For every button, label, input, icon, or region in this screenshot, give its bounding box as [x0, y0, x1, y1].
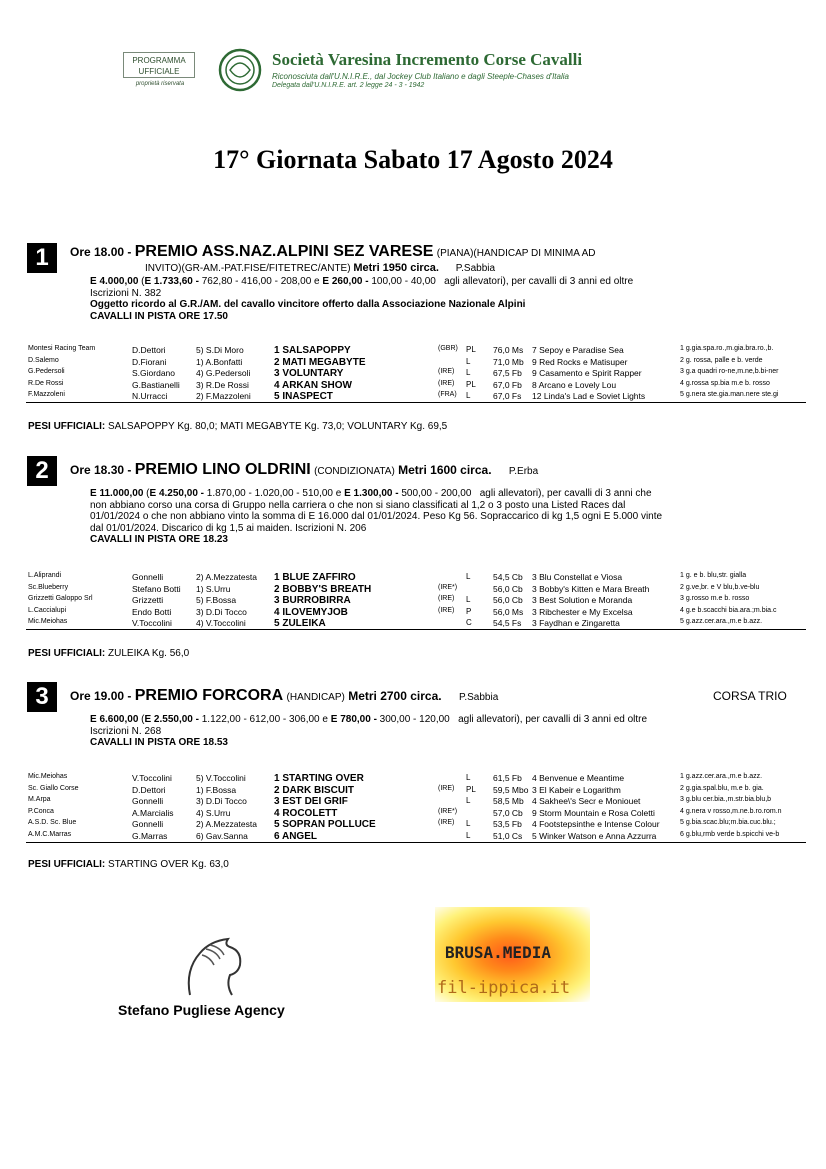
divider: [26, 629, 806, 630]
detail-line: Oggetto ricordo al G.R./AM. del cavallo vincitore offerto dalla Associazione Nazionale Alpini: [90, 299, 526, 310]
agency-name: Stefano Pugliese Agency: [118, 1002, 285, 1018]
race-time: Ore 19.00 -: [70, 689, 132, 703]
race-details: [90, 276, 633, 322]
detail-line: dal 01/01/2024. Discarico di kg 1,5 ai maiden. Iscrizioni N. 206: [90, 522, 367, 534]
entry-trainer: D.Dettori: [132, 345, 166, 355]
table-row: [28, 607, 808, 618]
detail-line: Iscrizioni N. 268: [90, 725, 162, 737]
race-conditions-cont: INVITO)(GR-AM.-PAT.FISE/FITETREC/ANTE): [145, 263, 351, 274]
entry-parents: 3 El Kabeir e Logarithm: [532, 784, 621, 795]
race-time: Ore 18.00 -: [70, 245, 132, 259]
entry-category: L: [466, 796, 471, 805]
race-number: 2: [27, 456, 57, 486]
entry-owner: Mic.Meiohas: [28, 773, 68, 780]
table-row: [28, 785, 808, 796]
divider: [26, 842, 806, 843]
race-details: [90, 488, 662, 546]
entry-trainer: G.Marras: [132, 830, 168, 841]
entry-owner: G.Pedersoli: [28, 368, 65, 375]
entry-category: L: [466, 773, 471, 782]
brusa-media-text: BRUSA.MEDIA: [445, 943, 551, 962]
entry-origin: (FRA): [438, 391, 457, 398]
entry-parents: 9 Red Rocks e Matisuper: [532, 356, 628, 367]
entry-horse: 2 BOBBY'S BREATH: [274, 583, 372, 595]
official-weights-label: PESI UFFICIALI:: [28, 648, 106, 659]
entry-owner: F.Mazzoleni: [28, 391, 65, 398]
entry-origin: (IRE*): [438, 807, 458, 815]
race-judge: P.Erba: [508, 466, 539, 477]
entry-owner: L.Aliprandi: [28, 572, 62, 579]
entry-horse: 1 BLUE ZAFFIRO: [274, 572, 356, 583]
official-label: UFFICIALE: [138, 67, 180, 76]
entry-trainer: Gonnelli: [132, 572, 164, 582]
trio-label: CORSA TRIO: [713, 689, 787, 703]
entry-weight: 67,0 Fb: [493, 379, 522, 390]
entry-parents: 5 Winker Watson e Anna Azzurra: [532, 830, 657, 841]
entry-colors: 2 g.ve,br. e V blu,b.ve-blu: [680, 583, 760, 591]
entry-parents: 12 Linda's Lad e Soviet Lights: [532, 391, 646, 401]
entry-owner: A.S.D. Sc. Blue: [28, 819, 77, 826]
detail-line: CAVALLI IN PISTA ORE 18.23: [90, 534, 228, 545]
entry-owner: M.Arpa: [28, 796, 51, 803]
entry-origin: (IRE): [438, 595, 455, 602]
race-header: [70, 461, 538, 479]
entry-owner: Sc.Blueberry: [28, 583, 69, 591]
entry-origin: (IRE): [438, 606, 455, 614]
entry-horse: 4 ILOVEMYJOB: [274, 606, 348, 618]
entry-horse: 4 ARKAN SHOW: [274, 379, 352, 391]
program-official-box: [123, 52, 195, 78]
official-weights-value: STARTING OVER Kg. 63,0: [108, 859, 229, 870]
entry-jockey: 2) A.Mezzatesta: [196, 572, 257, 582]
entry-parents: 4 Sakhee\'s Secr e Moniouet: [532, 796, 641, 806]
entries-table: [28, 572, 808, 632]
entry-category: L: [466, 830, 471, 840]
race-conditions: (CONDIZIONATA): [314, 466, 395, 477]
entry-colors: 2 g. rossa, palle e b. verde: [680, 356, 763, 364]
entries-table: [28, 345, 808, 405]
race-header: [70, 243, 596, 261]
entry-trainer: Stefano Botti: [132, 583, 181, 594]
entry-weight: 56,0 Ms: [493, 606, 524, 617]
entry-jockey: 4) S.Urru: [196, 807, 231, 818]
entry-jockey: 3) R.De Rossi: [196, 379, 249, 390]
entry-category: L: [466, 368, 471, 377]
entry-weight: 57,0 Cb: [493, 807, 523, 818]
detail-line: CAVALLI IN PISTA ORE 17.50: [90, 310, 228, 322]
entry-category: PL: [466, 784, 476, 794]
table-row: [28, 391, 808, 402]
race-number: 3: [27, 682, 57, 712]
entry-weight: 61,5 Fb: [493, 773, 522, 783]
race-header: [70, 687, 498, 705]
entry-jockey: 3) D.Di Tocco: [196, 606, 247, 617]
table-row: [28, 819, 808, 830]
entry-colors: 3 g.a quadri ro-ne,m.ne,b.bi-ner: [680, 368, 779, 375]
entry-jockey: 1) A.Bonfatti: [196, 356, 243, 367]
detail-line: E 4.000,00 (E 1.733,60 - 762,80 - 416,00 - 208,00 e E 260,00 - 100,00 - 40,00 agli allevatori), per cavalli di 3 anni ed oltre: [90, 276, 634, 287]
entry-weight: 67,5 Fb: [493, 368, 522, 378]
entry-category: L: [466, 356, 471, 366]
entry-origin: (IRE): [438, 379, 455, 387]
table-row: [28, 796, 808, 807]
detail-line: E 11.000,00 (E 4.250,00 - 1.870,00 - 1.020,00 - 510,00 e E 1.300,00 - 500,00 - 200,00 agli allevatori), per cavalli di 3 anni che: [90, 488, 652, 499]
race-distance: Metri 2700 circa.: [348, 689, 442, 703]
entry-parents: 9 Storm Mountain e Rosa Coletti: [532, 807, 655, 818]
table-row: [28, 773, 808, 784]
entry-jockey: 5) F.Bossa: [196, 595, 237, 605]
race-conditions: (HANDICAP): [286, 692, 345, 703]
society-delegation: Delegata dall'U.N.I.R.E. art. 2 legge 24 - 3 - 1942: [272, 82, 425, 89]
table-row: [28, 618, 808, 629]
entry-horse: 5 INASPECT: [274, 391, 333, 402]
detail-line: E 6.600,00 (E 2.550,00 - 1.122,00 - 612,00 - 306,00 e E 780,00 - 300,00 - 120,00 agli allevatori), per cavalli di 3 anni ed oltre: [90, 714, 648, 725]
entry-trainer: Grizzetti: [132, 595, 164, 605]
table-row: [28, 357, 808, 368]
entry-jockey: 4) V.Toccolini: [196, 618, 246, 628]
entry-trainer: Gonnelli: [132, 796, 164, 806]
entry-trainer: Gonnelli: [132, 819, 164, 829]
reserved-label: proprietà riservata: [135, 81, 185, 87]
official-weights: [28, 648, 189, 659]
entry-colors: 6 g.blu,rmb verde b.spicchi ve-b: [680, 830, 780, 838]
entry-category: C: [466, 618, 472, 627]
entry-origin: (IRE): [438, 819, 455, 826]
entry-owner: Montesi Racing Team: [28, 345, 96, 352]
entry-owner: L.Caccialupi: [28, 606, 67, 614]
entry-weight: 76,0 Ms: [493, 345, 524, 355]
entry-weight: 54,5 Fs: [493, 618, 522, 628]
horse-head-icon: [180, 935, 250, 1000]
society-subtitle: Riconosciuta dall'U.N.I.R.E., dal Jockey Club Italiano e dagli Steeple-Chases d'Italia: [272, 72, 569, 81]
race-judge: P.Sabbia: [455, 263, 496, 274]
entry-horse: 5 SOPRAN POLLUCE: [274, 819, 376, 830]
entry-origin: (IRE): [438, 368, 455, 375]
entry-owner: R.De Rossi: [28, 379, 64, 387]
race-distance: Metri 1600 circa.: [398, 463, 492, 477]
entry-horse: 2 MATI MEGABYTE: [274, 356, 366, 368]
official-weights-label: PESI UFFICIALI:: [28, 421, 106, 432]
entry-parents: 3 Ribchester e My Excelsa: [532, 606, 633, 617]
table-row: [28, 584, 808, 595]
table-row: [28, 380, 808, 391]
official-weights: [28, 859, 229, 870]
race-judge: P.Sabbia: [458, 692, 499, 703]
detail-line: Iscrizioni N. 382: [90, 287, 162, 299]
entry-weight: 53,5 Fb: [493, 819, 522, 829]
entry-weight: 58,5 Mb: [493, 796, 524, 806]
entry-trainer: A.Marcialis: [132, 807, 174, 818]
table-row: [28, 345, 808, 356]
entry-trainer: V.Toccolini: [132, 618, 172, 628]
entry-weight: 56,0 Cb: [493, 583, 523, 594]
entry-colors: 3 g.rosso m.e b. rosso: [680, 595, 750, 602]
official-weights-value: ZULEIKA Kg. 56,0: [108, 648, 190, 659]
entry-colors: 5 g.azz.cer.ara.,m.e b.azz.: [680, 618, 763, 625]
entry-category: L: [466, 391, 471, 400]
entry-parents: 3 Best Solution e Moranda: [532, 595, 633, 605]
table-row: [28, 368, 808, 379]
entry-horse: 4 ROCOLETT: [274, 807, 338, 819]
entry-weight: 56,0 Cb: [493, 595, 523, 605]
entry-trainer: D.Dettori: [132, 784, 166, 795]
society-logo-icon: [218, 48, 262, 92]
entry-colors: 1 g.azz.cer.ara.,m.e b.azz.: [680, 773, 763, 780]
entry-trainer: Endo Botti: [132, 606, 172, 617]
entry-owner: Sc. Giallo Corse: [28, 784, 79, 792]
entry-parents: 3 Bobby's Kitten e Mara Breath: [532, 583, 650, 594]
entry-parents: 4 Footstepsinthe e Intense Colour: [532, 819, 660, 829]
entry-parents: 8 Arcano e Lovely Lou: [532, 379, 617, 390]
race-details: [90, 714, 647, 749]
entry-parents: 7 Sepoy e Paradise Sea: [532, 345, 624, 355]
entry-jockey: 3) D.Di Tocco: [196, 796, 247, 806]
race-conditions: (PIANA)(HANDICAP DI MINIMA AD: [436, 248, 596, 259]
entry-weight: 71,0 Mb: [493, 356, 524, 367]
entry-colors: 3 g.blu cer.bia.,m.str.bia.blu,b: [680, 796, 772, 803]
entry-parents: 9 Casamento e Spirit Rapper: [532, 368, 642, 378]
entry-owner: P.Conca: [28, 807, 54, 815]
entry-jockey: 1) S.Urru: [196, 583, 231, 594]
entry-owner: A.M.C.Marras: [28, 830, 72, 838]
divider: [26, 402, 806, 403]
entry-trainer: V.Toccolini: [132, 773, 172, 783]
race-name: PREMIO ASS.NAZ.ALPINI SEZ VARESE: [134, 243, 434, 260]
entry-category: L: [466, 819, 471, 828]
entry-colors: 4 g.rossa sp.bia m.e b. rosso: [680, 379, 770, 387]
entry-weight: 67,0 Fs: [493, 391, 522, 401]
entry-jockey: 2) F.Mazzoleni: [196, 391, 251, 401]
entry-horse: 3 EST DEI GRIF: [274, 796, 348, 807]
race-name: PREMIO FORCORA: [134, 687, 284, 704]
entry-jockey: 4) G.Pedersoli: [196, 368, 251, 378]
entry-colors: 5 g.bia.scac.blu;m.bia.cuc.blu.;: [680, 819, 776, 826]
detail-line: non abbiano corso una corsa di Gruppo nella carriera o che non si siano classificati al 1,2 o 3 posto una Listed Races dal: [90, 499, 626, 511]
entry-parents: 3 Blu Constellat e Viosa: [532, 572, 623, 582]
table-row: [28, 595, 808, 606]
entry-horse: 2 DARK BISCUIT: [274, 784, 355, 796]
race-name: PREMIO LINO OLDRINI: [134, 461, 311, 478]
entry-origin: (GBR): [438, 345, 458, 352]
entry-horse: 1 STARTING OVER: [274, 773, 364, 784]
page-title: 17° Giornata Sabato 17 Agosto 2024: [213, 145, 613, 174]
entry-trainer: S.Giordano: [132, 368, 175, 378]
entry-colors: 1 g.gia.spa.ro.,m.gia.bra.ro.,b.: [680, 345, 774, 352]
official-weights-label: PESI UFFICIALI:: [28, 859, 106, 870]
entry-horse: 3 BURROBIRRA: [274, 595, 351, 606]
entry-colors: 4 g.e b.scacchi bia.ara.;m.bia.c: [680, 606, 777, 614]
entry-colors: 2 g.gia.spal.blu, m.e b. gia.: [680, 784, 764, 792]
entry-category: L: [466, 572, 471, 581]
entry-horse: 3 VOLUNTARY: [274, 368, 344, 379]
entry-category: P: [466, 606, 472, 616]
entry-weight: 51,0 Cs: [493, 830, 523, 841]
entry-parents: 4 Benvenue e Meantime: [532, 773, 625, 783]
race-header-cont: [145, 262, 495, 274]
entry-trainer: D.Fiorani: [132, 356, 167, 367]
entry-origin: (IRE*): [438, 583, 458, 591]
table-row: [28, 572, 808, 583]
entry-origin: (IRE): [438, 784, 455, 792]
detail-line: CAVALLI IN PISTA ORE 18.53: [90, 737, 228, 748]
entry-horse: 5 ZULEIKA: [274, 618, 326, 629]
entry-colors: 5 g.nera ste.gia.man.nere ste.gi: [680, 391, 779, 398]
entry-category: PL: [466, 345, 476, 354]
entry-owner: Mic.Meiohas: [28, 618, 68, 625]
entry-colors: 4 g.nera v rosso,m.ne.b.ro.rom.n: [680, 807, 782, 815]
entry-horse: 6 ANGEL: [274, 830, 317, 842]
entry-weight: 54,5 Cb: [493, 572, 523, 582]
race-number: 1: [27, 243, 57, 273]
entry-parents: 3 Faydhan e Zingaretta: [532, 618, 620, 628]
program-label: PROGRAMMA: [132, 56, 186, 65]
official-weights-value: SALSAPOPPY Kg. 80,0; MATI MEGABYTE Kg. 73,0; VOLUNTARY Kg. 69,5: [108, 421, 448, 432]
entry-trainer: N.Urracci: [132, 391, 168, 401]
entry-colors: 1 g. e b. blu,str. gialla: [680, 572, 747, 579]
entry-jockey: 2) A.Mezzatesta: [196, 819, 257, 829]
detail-line: 01/01/2024 o che non abbiano vinto la somma di E 16.000 dal 01/01/2024. Peso Kg 56. Sopraccarico di kg 1,5 ogni E 5.000 vinte: [90, 511, 663, 522]
official-weights: [28, 421, 447, 432]
entry-jockey: 5) S.Di Moro: [196, 345, 244, 355]
race-time: Ore 18.30 -: [70, 463, 132, 477]
entry-jockey: 5) V.Toccolini: [196, 773, 246, 783]
entry-jockey: 1) F.Bossa: [196, 784, 237, 795]
society-title: Società Varesina Incremento Corse Cavalli: [272, 50, 583, 69]
race-distance: Metri 1950 circa.: [353, 262, 439, 274]
entry-category: L: [466, 595, 471, 604]
entry-jockey: 6) Gav.Sanna: [196, 830, 248, 841]
entry-trainer: G.Bastianelli: [132, 379, 180, 390]
entries-table: [28, 773, 808, 843]
entry-owner: D.Salemo: [28, 356, 59, 364]
filippica-text: fil-ippica.it: [437, 978, 571, 998]
table-row: [28, 831, 808, 842]
entry-owner: Grizzetti Galoppo Srl: [28, 595, 93, 602]
entry-weight: 59,5 Mbo: [493, 784, 529, 795]
table-row: [28, 808, 808, 819]
entry-horse: 1 SALSAPOPPY: [274, 345, 351, 356]
entry-category: PL: [466, 379, 476, 389]
